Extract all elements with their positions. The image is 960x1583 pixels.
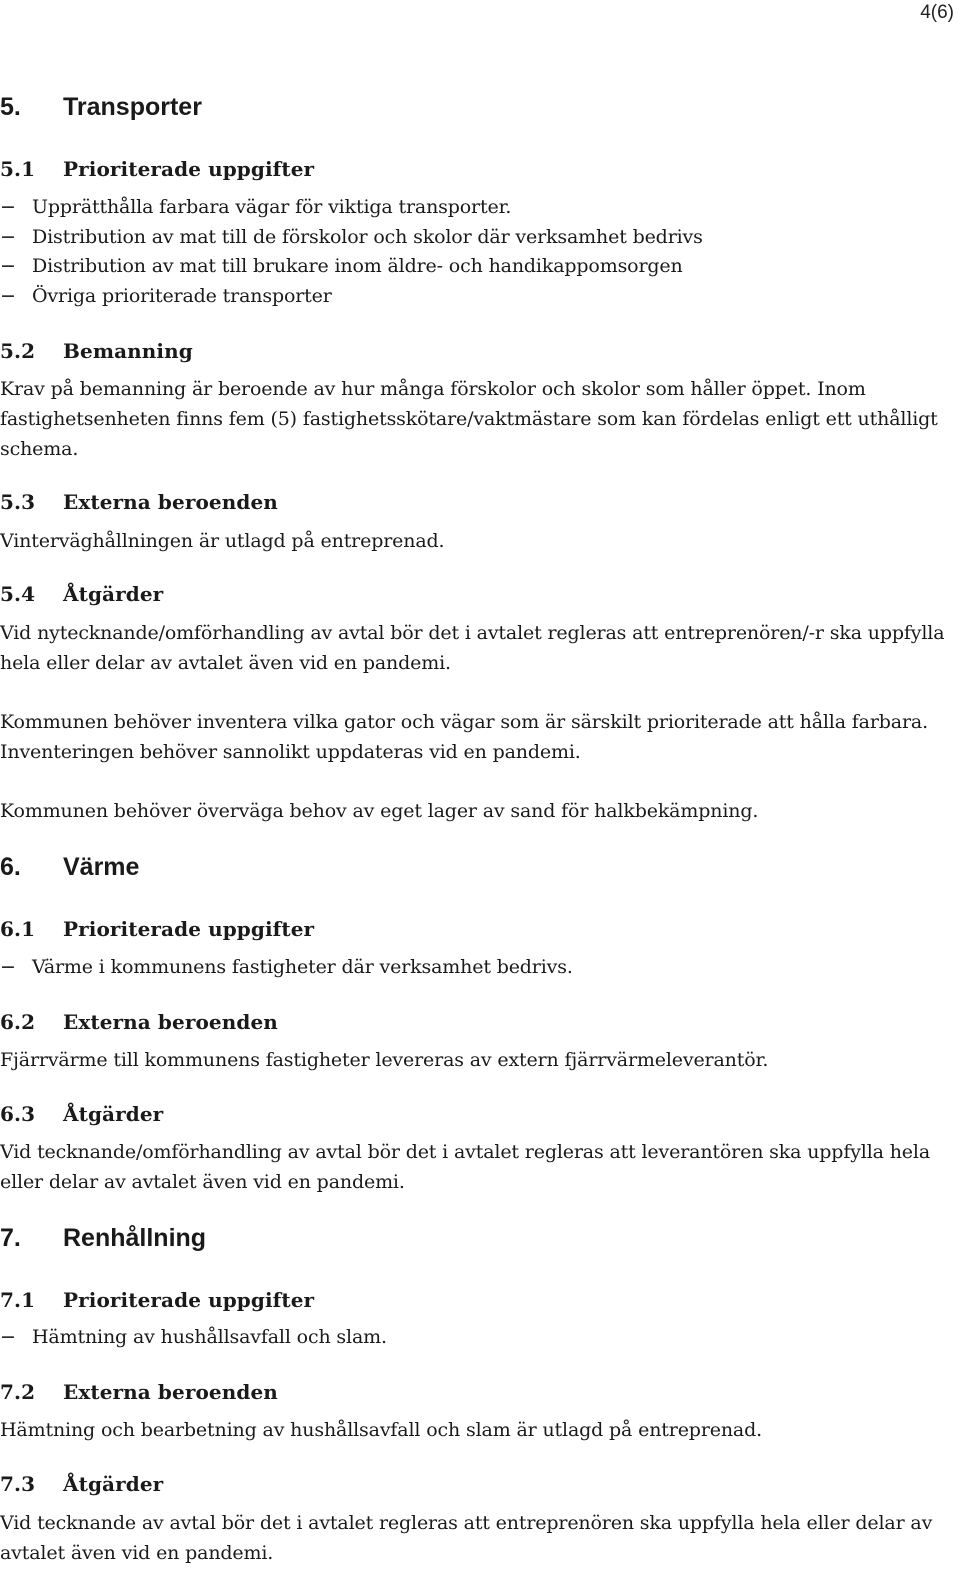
list-item-text: Distribution av mat till brukare inom äldre- och handikappomsorgen <box>32 255 683 278</box>
section-number: 7. <box>0 1224 21 1252</box>
list-item <box>0 1323 387 1353</box>
section-number: 5. <box>0 93 21 121</box>
subsection-title: Prioriterade uppgifter <box>63 1288 315 1312</box>
subsection-heading-7-3 <box>0 1472 163 1496</box>
subsection-heading-6-2 <box>0 1010 278 1034</box>
list-item <box>0 953 573 983</box>
subsection-title: Bemanning <box>63 339 193 363</box>
subsection-number: 6.1 <box>0 917 36 941</box>
section-title: Renhållning <box>63 1224 207 1252</box>
subsection-heading-5-2 <box>0 339 193 363</box>
subsection-number: 6.3 <box>0 1102 36 1126</box>
subsection-number: 7.1 <box>0 1288 36 1312</box>
list-item-text: Värme i kommunens fastigheter där verksamhet bedrivs. <box>32 956 573 978</box>
subsection-number: 6.2 <box>0 1010 36 1034</box>
subsection-heading-5-1 <box>0 157 314 181</box>
priority-list-7-1 <box>0 1323 387 1353</box>
subsection-title: Externa beroenden <box>63 1010 278 1034</box>
subsection-heading-5-3 <box>0 490 278 514</box>
priority-list-6-1 <box>0 953 573 983</box>
subsection-heading-7-2 <box>0 1380 278 1404</box>
page-number: 4(6) <box>920 2 954 23</box>
subsection-title: Åtgärder <box>63 1102 164 1126</box>
subsection-title: Prioriterade uppgifter <box>63 917 315 941</box>
dash-bullet: − <box>0 285 16 308</box>
subsection-number: 5.4 <box>0 582 36 606</box>
subsection-heading-6-3 <box>0 1102 163 1126</box>
subsection-heading-6-1 <box>0 917 314 941</box>
section-title: Värme <box>63 853 140 881</box>
subsection-title: Externa beroenden <box>63 490 278 514</box>
list-item <box>0 223 703 253</box>
section-title: Transporter <box>63 93 202 121</box>
paragraph-5-4-b: Kommunen behöver inventera vilka gator och vägar som är särskilt prioriterade att hålla farbara. Inventeringen behöver sannolikt uppdateras vid en pandemi. <box>0 711 928 763</box>
subsection-number: 7.3 <box>0 1472 36 1496</box>
list-item-text: Distribution av mat till de förskolor och skolor där verksamhet bedrivs <box>32 225 703 248</box>
section-heading-7 <box>0 1224 206 1253</box>
paragraph-7-3: Vid tecknande av avtal bör det i avtalet regleras att entreprenören ska uppfylla hela eller delar av avtalet även vid en pandemi. <box>0 1512 933 1564</box>
paragraph-6-3: Vid tecknande/omförhandling av avtal bör det i avtalet regleras att leverantören ska uppfylla hela eller delar av avtalet även vid en pandemi. <box>0 1141 930 1193</box>
list-item-text: Upprätthålla farbara vägar för viktiga transporter. <box>32 196 512 218</box>
dash-bullet: − <box>0 956 16 978</box>
list-item-text: Övriga prioriterade transporter <box>32 285 332 308</box>
subsection-title: Åtgärder <box>63 1472 164 1496</box>
section-heading-5 <box>0 93 202 122</box>
subsection-number: 5.3 <box>0 490 36 514</box>
paragraph-7-2: Hämtning och bearbetning av hushållsavfall och slam är utlagd på entreprenad. <box>0 1419 763 1441</box>
dash-bullet: − <box>0 255 16 278</box>
section-number: 6. <box>0 853 21 881</box>
priority-list-5-1 <box>0 193 703 312</box>
paragraph-5-2: Krav på bemanning är beroende av hur många förskolor och skolor som håller öppet. Inom fastighetsenheten finns fem (5) fastighetsskötare/vaktmästare som kan fördelas enligt ett uthålligt schema. <box>0 378 938 460</box>
subsection-number: 5.2 <box>0 339 36 363</box>
subsection-title: Externa beroenden <box>63 1380 278 1404</box>
subsection-number: 7.2 <box>0 1380 36 1404</box>
subsection-title: Prioriterade uppgifter <box>63 157 315 181</box>
subsection-heading-7-1 <box>0 1288 314 1312</box>
dash-bullet: − <box>0 1326 16 1348</box>
paragraph-5-3: Vinterväghållningen är utlagd på entreprenad. <box>0 530 445 552</box>
dash-bullet: − <box>0 196 16 218</box>
list-item <box>0 252 703 282</box>
paragraph-5-4-a: Vid nytecknande/omförhandling av avtal bör det i avtalet regleras att entreprenören/-r ska uppfylla hela eller delar av avtalet även vid en pandemi. <box>0 622 945 674</box>
paragraph-6-2: Fjärrvärme till kommunens fastigheter levereras av extern fjärrvärmeleverantör. <box>0 1049 769 1071</box>
section-heading-6 <box>0 853 139 882</box>
subsection-number: 5.1 <box>0 157 36 181</box>
subsection-heading-5-4 <box>0 582 163 606</box>
list-item <box>0 282 703 312</box>
dash-bullet: − <box>0 225 16 248</box>
paragraph-5-4-c: Kommunen behöver överväga behov av eget lager av sand för halkbekämpning. <box>0 800 759 822</box>
list-item-text: Hämtning av hushållsavfall och slam. <box>32 1326 387 1348</box>
list-item <box>0 193 703 223</box>
subsection-title: Åtgärder <box>63 582 164 606</box>
